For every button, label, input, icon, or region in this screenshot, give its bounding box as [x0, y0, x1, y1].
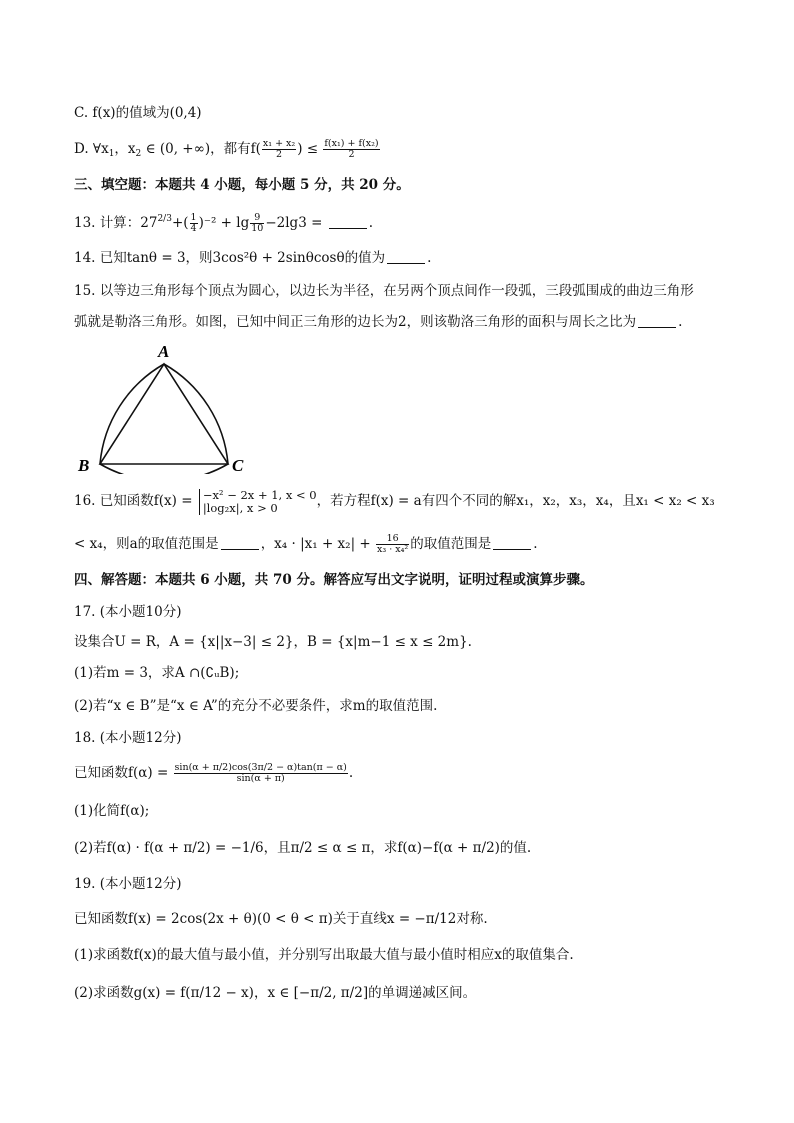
question-17-part-2: (2)若“x ∈ B”是“x ∈ A”的充分不必要条件，求m的取值范围. — [74, 698, 438, 714]
fraction-numerator: 16 — [376, 534, 409, 545]
answer-blank[interactable] — [638, 315, 676, 328]
question-16-line-1 — [74, 488, 715, 515]
fraction-denominator: 2 — [276, 149, 283, 160]
question-18-function — [74, 760, 353, 786]
q16-line2-a: < x₄，则a的取值范围是 — [74, 536, 219, 552]
option-d-in: ∈ (0, +∞)，都有f( — [141, 141, 261, 157]
question-13 — [74, 213, 373, 234]
q13-part-a: 13. 计算：27 — [74, 215, 158, 231]
fraction-denominator: x₃ · x₄² — [377, 544, 409, 555]
question-19-part-2: (2)求函数g(x) = f(π/12 − x)，x ∈ [−π/2, π/2]的单调递减区间。 — [74, 985, 477, 1001]
answer-blank[interactable] — [493, 537, 531, 550]
section-4-heading: 四、解答题：本题共 6 小题，共 70 分。解答应写出文字说明，证明过程或演算步骤。 — [74, 572, 594, 588]
q14-end: . — [427, 250, 432, 266]
q13-part-d: −2lg3 = — [265, 215, 327, 231]
question-17-part-1: (1)若m = 3，求A ∩(∁ᵤB); — [74, 665, 240, 681]
reuleaux-arc-bottom — [100, 464, 228, 474]
vertex-label-a: A — [158, 342, 170, 361]
fraction-denominator: sin(α + π) — [236, 773, 285, 784]
equilateral-triangle — [100, 364, 228, 464]
answer-blank[interactable] — [221, 537, 259, 550]
question-17-title: 17. (本小题10分) — [74, 604, 182, 620]
reuleaux-triangle-figure — [74, 340, 254, 474]
q13-fraction-quarter — [190, 213, 198, 234]
section-3-heading: 三、填空题：本题共 4 小题，每小题 5 分，共 20 分。 — [74, 177, 410, 193]
q13-fraction-nine-tenths — [250, 213, 264, 234]
q16-part-b: ，若方程f(x) = a有四个不同的解x₁，x₂，x₃，x₄，且x₁ < x₂ < x₃ — [316, 493, 715, 509]
q13-part-b: +( — [171, 215, 189, 231]
q16-fraction — [376, 534, 409, 555]
fraction-denominator: 10 — [251, 223, 264, 234]
question-17-sets: 设集合U = R，A = {x||x−3| ≤ 2}，B = {x|m−1 ≤ x ≤ 2m}. — [74, 634, 472, 650]
fraction-numerator: 1 — [190, 212, 197, 223]
fraction-mean-x — [262, 139, 296, 160]
option-c-text: C. f(x)的值域为(0,4) — [74, 105, 202, 121]
question-15-line-2 — [74, 313, 682, 331]
q15-end: . — [678, 314, 683, 330]
fraction-numerator: 9 — [250, 213, 264, 224]
fraction-numerator: sin(α + π/2)cos(3π/2 − α)tan(π − α) — [174, 762, 347, 773]
answer-blank[interactable] — [329, 216, 367, 229]
q13-exponent: 2/3 — [157, 214, 172, 224]
piecewise-case-1: −x² − 2x + 1, x < 0 — [202, 487, 317, 502]
fraction-numerator: f(x₁) + f(x₂) — [324, 138, 379, 149]
q14-text: 14. 已知tanθ = 3，则3cos²θ + 2sinθcosθ的值为 — [74, 250, 386, 266]
piecewise-case-2: |log₂x|, x > 0 — [202, 500, 278, 515]
option-c — [74, 104, 202, 122]
q16-line2-c: 的取值范围是 — [410, 536, 492, 552]
question-19-function: 已知函数f(x) = 2cos(2x + θ)(0 < θ < π)关于直线x = −π/12对称. — [74, 911, 488, 927]
question-18-part-1: (1)化简f(α); — [74, 803, 150, 819]
q18-fraction — [174, 763, 348, 784]
piecewise-definition — [199, 489, 317, 515]
answer-blank[interactable] — [387, 251, 425, 264]
option-d-prefix: D. ∀x — [74, 141, 109, 157]
fraction-mean-f — [323, 139, 379, 160]
q13-part-c: )⁻² + lg — [198, 215, 250, 231]
q16-end: . — [533, 536, 538, 552]
q15-line2-text: 弧就是勒洛三角形。如图，已知中间正三角形的边长为2，则该勒洛三角形的面积与周长之比为 — [74, 314, 637, 330]
question-16-line-2 — [74, 534, 538, 555]
q16-line2-b: ，x₄ · |x₁ + x₂| + — [260, 536, 376, 552]
vertex-label-c: C — [232, 456, 244, 474]
question-18-title: 18. (本小题12分) — [74, 730, 182, 746]
q13-end: . — [368, 215, 373, 231]
question-19-part-1: (1)求函数f(x)的最大值与最小值，并分别写出取最大值与最小值时相应x的取值集合. — [74, 947, 574, 963]
option-d-le: ) ≤ — [297, 141, 323, 157]
option-d-mid: ，x — [114, 141, 136, 157]
question-18-part-2: (2)若f(α) · f(α + π/2) = −1/6，且π/2 ≤ α ≤ π，求f(α)−f(α + π/2)的值. — [74, 840, 532, 856]
fraction-denominator: 2 — [348, 149, 355, 160]
vertex-label-b: B — [78, 456, 90, 474]
option-d: D. $\forall x_1$，$x_2$ ∈ (0, +∞)，都有f( $\frac{\text{x₁ + x₂}}{2}$ ) ≤ $\frac{\text{f(x₁) + f(x₂)}}{2}$ — [74, 138, 379, 160]
question-14 — [74, 249, 431, 267]
q16-part-a: 16. 已知函数f(x) = — [74, 493, 197, 509]
question-15-line-1: 15. 以等边三角形每个顶点为圆心，以边长为半径，在另两个顶点间作一段弧，三段弧围成的曲边三角形 — [74, 283, 694, 299]
fraction-denominator: 4 — [190, 223, 197, 234]
fraction-numerator: x₁ + x₂ — [262, 138, 296, 149]
q18-part-a: 已知函数f(α) = — [74, 765, 173, 781]
q18-end: . — [348, 765, 354, 781]
question-19-title: 19. (本小题12分) — [74, 876, 182, 892]
